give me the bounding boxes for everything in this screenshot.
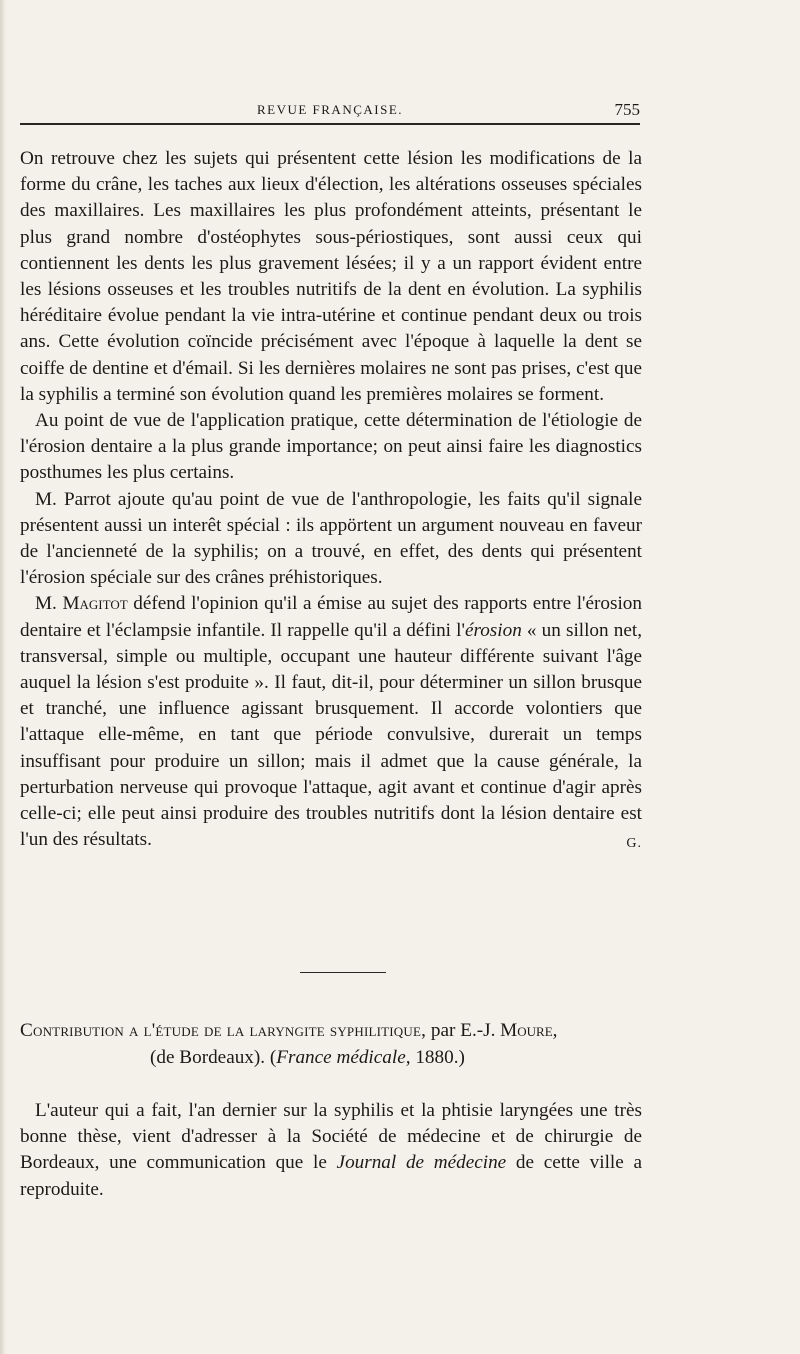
paragraph: Au point de vue de l'application pratique, cette détermination de l'étiologie de l'érosion dentaire a la plus grande importance; on peut ainsi faire les diagnostics posthumes les plus certains. bbox=[20, 410, 642, 484]
paragraph-text: de cette ville a reproduite. bbox=[20, 1152, 642, 1200]
paragraph-text: L'auteur qui a fait, l'an dernier sur la syphilis et la phtisie laryngées une très bonne thèse, vient d'adresser à la Société de médecine et de chirurgie de Bordeaux, une communication que le bbox=[20, 1100, 642, 1174]
journal-name: France médicale, bbox=[276, 1046, 411, 1068]
article-author: E.-J. Moure, bbox=[460, 1020, 558, 1041]
article-title: Contribution a l'étude de la laryngite syphilitique, bbox=[20, 1020, 427, 1041]
header-rule bbox=[20, 123, 640, 125]
person-name: Magitot bbox=[62, 593, 128, 615]
paragraph-prefix: M. bbox=[35, 593, 63, 615]
par-word: par bbox=[426, 1020, 461, 1041]
author-origin: (de Bordeaux). ( bbox=[150, 1046, 277, 1068]
publication-year: 1880.) bbox=[410, 1046, 465, 1068]
author-signature: G. bbox=[626, 836, 642, 852]
journal-reference: Journal de médecine bbox=[336, 1152, 507, 1174]
paragraph bbox=[20, 1098, 642, 1203]
emphasized-term: érosion bbox=[464, 619, 522, 641]
page-number: 755 bbox=[614, 100, 640, 119]
paragraph-magitot bbox=[20, 591, 642, 853]
section-heading bbox=[20, 1018, 642, 1071]
paragraph: M. Parrot ajoute qu'au point de vue de l'anthropologie, les faits qu'il signale présentent aussi un interêt spécial : ils appörtent un argument nouveau en faveur de l'ancienneté de la syphilis; on a trouvé, en effet, des dents qui présentent l'érosion spéciale sur des crânes préhistoriques. bbox=[20, 488, 642, 589]
body-text bbox=[20, 146, 642, 857]
paragraph: On retrouve chez les sujets qui présentent cette lésion les modifications de la forme du crâne, les taches aux lieux d'élection, les altérations osseuses spéciales des maxillaires. Les maxillaires les plus profondément atteints, présentant le plus grand nombre d'ostéophytes sous-périostiques, sont aussi ceux qui contiennent les dents les plus gravement lésées; il y a un rapport évident entre les lésions osseuses et les troubles nutritifs de la dent en évolution. La syphilis héréditaire évolue pendant la vie intra-utérine et continue pendant deux ou trois ans. Cette évolution coïncide précisément avec l'époque à laquelle la dent se coiffe de dentine et d'émail. Si les dernières molaires ne sont pas prises, c'est que la syphilis a terminé son évolution quand les premières molaires se forment. bbox=[20, 148, 642, 405]
paragraph-text: défend l'opinion qu'il a émise au sujet des rapports entre l'érosion dentaire et l'éclampsie infantile. Il rappelle qu'il a défini l' bbox=[20, 593, 642, 641]
page-header bbox=[20, 100, 640, 122]
section-divider bbox=[300, 972, 386, 973]
page-edge-shadow bbox=[0, 0, 6, 1354]
running-head: REVUE FRANÇAISE. bbox=[256, 102, 404, 117]
review-text bbox=[20, 1098, 642, 1203]
paragraph-text: « un sillon net, transversal, simple ou multiple, occupant une hauteur différente suivant l'âge auquel la lésion s'est produite ». Il faut, dit-il, pour déterminer un sillon brusque et tranché, une influence agissant brusquement. Il accorde volontiers que l'attaque elle-même, en tant que période convulsive, durerait un temps insuffisant pour produire un sillon; mais il admet que la cause générale, la perturbation nerveuse qui provoque l'attaque, agit avant et continue d'agir après celle-ci; elle peut ainsi produire des troubles nutritifs dont la lésion dentaire est l'un des résultats. bbox=[20, 619, 642, 851]
